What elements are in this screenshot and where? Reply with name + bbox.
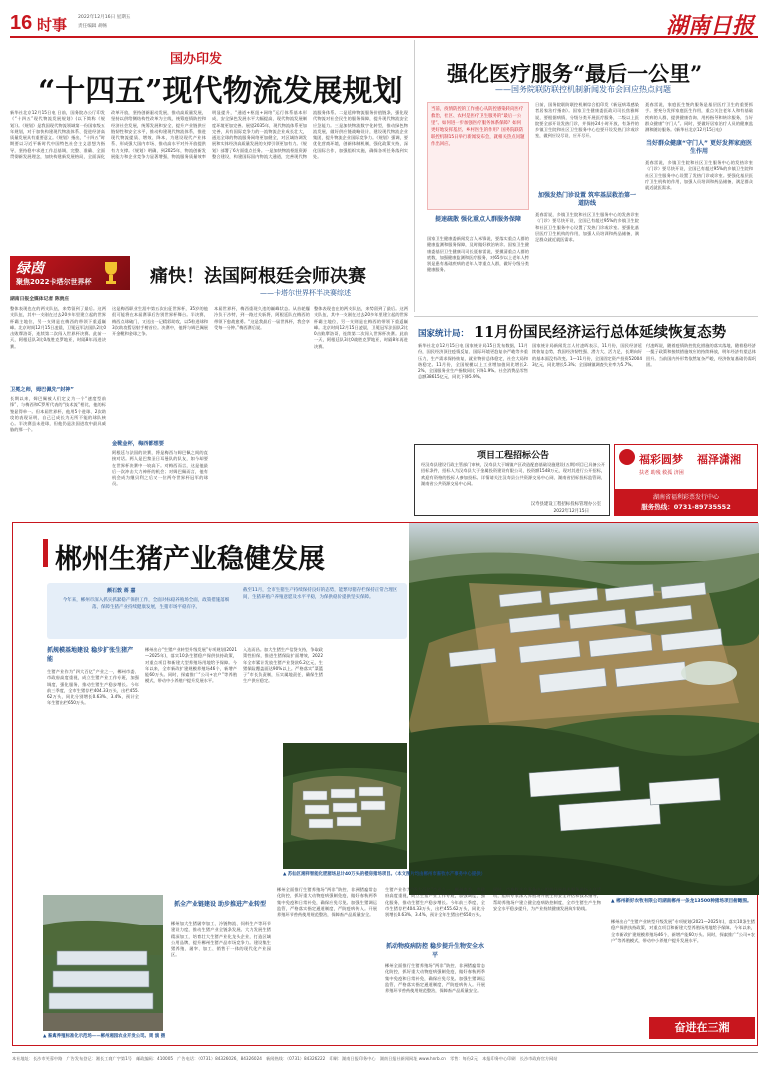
subhead-1: 卫冕之师，姆巴佩先“封神”	[10, 387, 74, 393]
notice-footer: 汉寿县建设工程招标投标管理办公室	[530, 502, 601, 507]
intro-text: 当前，疫情防控的工作重心从防控感染转向医疗救治，社区、农村是医疗卫生服务的“最后一公里”。如何进一步加强医疗服务体系保障？如何更好地发挥基层、乡村医生的作用？国务院联防联控机制15日举行新闻发布会，就相关热点问题作出回应。	[431, 107, 525, 147]
ad-org-band	[615, 489, 757, 515]
col-4: 郴州加大生猪屠宰加工、冷链物流、饲料生产等环节建设力度，推动生猪产业全链条发展。大力发展生猪精深加工，培育壮大生猪产业化龙头企业，打造区域公用品牌，提升郴州生猪产品市场竞争力。建设集生猪养殖、屠宰、加工、销售于一体的现代化产业园区。	[171, 921, 271, 958]
aerial-photo-mid	[283, 743, 407, 869]
ad-slogan-1: 福彩圆梦	[639, 453, 683, 466]
body-4: 聂春雷说，家庭医生签约服务是基层医疗卫生的重要抓手。要充分发挥家庭医生作用，重点关注老年人和有基础疾病的人群，提供健康咨询、用药指导和转诊服务，当好群众健康“守门人”。同时，要做好居家治疗人员的健康监测和随访服务。(新华社北京12月15日电)	[645, 102, 753, 133]
aerial-photo-main	[409, 523, 759, 895]
subhead-2: 加强发热门诊设置 筑牢基层救治第一道防线	[537, 192, 637, 207]
col-9: 郴州出台“生猪产业转型升级发展”专项规划(2021—2025年)，落实10条生猪稳产保供扶持政策，对重点项目和新建大型养殖场用地给予保障。今年以来，全市新改扩建规模养殖场46个，新增产能60万头。同时，探索推广“公司+农户”等养殖模式，带动中小养殖户提升发展水平。	[611, 919, 755, 943]
intro-right: 截至11月，全市生猪生产持续保持良好的态势，能繁母猪存栏保持正常合理区间，生猪养殖户养殖意愿及水平平稳，为保供稳价提供坚实保障。	[243, 588, 398, 600]
intro-band	[47, 583, 407, 639]
subhead-1: 抓规模基地建设 稳步扩张生猪产能	[47, 647, 134, 663]
ad-tag: 扶老 助残 救孤 济困	[639, 470, 684, 476]
headline-mark	[43, 539, 48, 567]
photo-demo-farm	[43, 895, 163, 1031]
section-name: 时事	[37, 16, 68, 34]
tender-notice	[414, 444, 610, 516]
body-1: 新华社北京12月15日电 国家统计局15日发布数据，11月份，国民经济顶住疫情反复、国际环境更趋复杂严峻等多重压力，生产需求保持恢复，就业物价总体稳定，社会大局和谐稳定。11月份，全国规模以上工业增加值同比增长2.2%，全国服务业生产指数同比下降1.9%。社会消费品零售总额38615亿元，同比下降5.9%。	[418, 343, 528, 380]
headline: 11月份国民经济运行总体延续恢复态势	[474, 324, 727, 341]
page-footer	[12, 1052, 758, 1066]
col-8: 同时，市畜牧水产事务中心组织开展技术服务进场入户活动，组织专家深入养殖场开展生物安全评估和技术指导，帮助养殖场户建立健全疫病防控制度，全市生猪生产生物安全水平稳步提升，为产业持续健康发展筑牢防线。	[493, 887, 601, 911]
col-2: 郴州出台“生猪产业转型升级发展”专项规划(2021—2025年)，落实10条生猪稳产保供扶持政策，对重点项目和新建大型养殖场用地给予保障。今年以来，全市新改扩建规模养殖场46个，新增产能60万头。同时，探索推广“公司+农户”等养殖模式，带动中小养殖户提升发展水平。	[145, 647, 237, 684]
intro-box	[427, 102, 529, 210]
body-4b: 聂春雷说，乡镇卫生院和社区卫生服务中心的发热诊室（门诊）要尽快开设，全国已有超过95%的乡镇卫生院和社区卫生服务中心设置了发热门诊或诊室。要强化基层医疗卫生机构的作用，加强人员培训和药品储备，满足群众就近就医需求。	[645, 160, 753, 191]
byline: 颜石敦 蒋 嘉	[107, 588, 136, 594]
body-5: 本届世界杯，梅西重现久违的巅峰状态。从首轮爆冷负于沙特，到一路过关斩将，阿根廷队在梅西的带领下愈战愈勇。“这是我最后一届世界杯，我会享受每一分钟。”梅西赛后说。	[214, 306, 310, 330]
footer-text: 本社地址：长沙市芙蓉中路 广告发布登记：湘长工商广字第1号 邮政编码：410005 广告电话：（0731）84326026，84326024 新闻热线：（0731）84326222 印刷：湖南日报印务中心 湖南日报社新闻网址 www.hnrb.cn 零售：每份2元 本报印务中心印刷 长沙市政府官方网站	[12, 1056, 558, 1061]
kicker: 国办印发	[170, 52, 223, 67]
page-number: 16	[10, 12, 33, 34]
lottery-logo-icon	[619, 449, 635, 465]
body-3: 付凌晖说，随着疫情防控优化措施的落实落地，随着稳经济一揽子政策和接续措施效应的持续释放，明年经济有望总体回升。当前国内外形势依然复杂严峻，经济恢复基础仍需巩固。	[646, 343, 756, 367]
ad-org: 湖南省福利彩票发行中心	[652, 494, 719, 501]
col-7: 郴州全面推行生猪养殖场“两非”防控、非洲猪瘟常态化防控，抓好重大动物疫病强制免疫，做好春秋两季集中免疫和日常补免，确保应免尽免。加强生猪调运监管，严格落实指定通道制度，严防疫病传入。开展养殖环节兽药使用规范整治，保障畜产品质量安全。	[385, 963, 485, 994]
subhead-3: 当好群众健康“守门人” 更好发挥家庭医生作用	[646, 140, 752, 155]
paper-logo: 湖南日报	[665, 13, 754, 39]
banner-tag: 绿茵	[16, 261, 44, 277]
subhead: ——卡塔尔世界杯半决赛综述	[260, 289, 351, 297]
subhead-1: 提速疏散 强化重点人群服务保障	[434, 216, 522, 223]
col-3: 入达而昌。加大生猪生产信贷支持，争取政策性担保，推进生猪保险扩面增效，2022年全市累计发放生猪产业贷款6.2亿元，生猪保险覆盖面达90%以上。严格落实“菜篮子”市长负责制，压实属地责任，确保生猪生产供应稳定。	[243, 647, 323, 684]
editor-line: 责任编辑 胡畅	[78, 24, 108, 29]
body-text: 新华社北京12月15日电 日前，国务院办公厅印发《“十四五”现代物流发展规划》(以下简称《规划》)。《规划》是我国现代物流领域第一份国家级五年规划，对于加快构建现代物流体系、促进经济高质量发展具有重要意义。《规划》指出，“十四五”时期要以习近平新时代中国特色社会主义思想为指导，坚持稳中求进工作总基调，完整、准确、全面贯彻新发展理念，加快构建新发展格局，全面深化改革开放，坚持创新驱动发展，推动高质量发展，坚持以供给侧结构性改革为主线，统筹疫情防控和经济社会发展，统筹发展和安全，提升产业链供应链韧性和安全水平，推动构建现代物流体系，推进现代物流提质、增效、降本，为建设现代产业体系、形成强大国内市场、推动高水平对外开放提供有力支撑。《规划》明确，到2025年，物流创新发展能力和企业竞争力显著增强，物流服务质量效率明显提升，“通道+枢纽+网络”运行体系基本形成，安全绿色发展水平大幅提高，现代物流发展制度环境更加完善。展望2035年，现代物流体系更加完善，具有国际竞争力的一流物流企业成长壮大，通达全球的物流服务网络更加健全，对区域协调发展和实体经济高质量发展的支撑引领更加有力。《规划》部署了6方面重点任务。一是加快物流枢纽资源整合建设，构建国际国内物流大通道，完善现代物流服务体系。二是延伸物流服务价值链条，强化现代物流对社会民生的服务保障，提升现代物流安全应急能力。三是加快物流数字化转型，推动绿色物流发展，做好供应链战略设计，建设现代物流企业集团，提升物流企业国际竞争力。《规划》强调，要优化营商环境，创新体制机制，强化政策支持，深化国际合作，加强组织实施，确保各项任务落到实处。	[10, 110, 408, 160]
trophy-icon	[102, 260, 120, 286]
article-worldcup	[10, 256, 408, 518]
headline: 强化医疗服务“最后一公里”	[447, 61, 703, 86]
body-2: 日前，国务院联防联控机制综合组印发《新冠病毒感染者居家治疗指南》。国家卫生健康委医政司司长焦雅辉说，要根据病情，分级分类开展医疗服务，二级以上医院要全部开设发热门诊，并保持24小时开放，有条件的乡镇卫生院和社区卫生服务中心也要开设发热门诊或诊室，做到应设尽设、应开尽开。	[535, 102, 639, 139]
subhead: ——国务院联防联控机制新闻发布会回应热点问题	[495, 85, 671, 94]
headline: “十四五”现代物流发展规划	[38, 74, 403, 109]
feature-chenzhou	[12, 522, 758, 1046]
notice-title: 项目工程招标公告	[476, 451, 549, 461]
caption-mid: ▲ 苏仙区湘祥智能化肥猪场总计40万头的楼房猪场项目。（本文图片均由郴州市畜牧水产事务中心提供）	[283, 872, 486, 877]
ad-phone: 服务热线：0731-89735552	[641, 503, 731, 511]
body-2: 国家统计局新闻发言人付凌晖表示，11月份，国民经济延续恢复态势，我国经济韧性强、潜力大、活力足，长期向好的基本面没有改变。1—11月份，全国固定资产投资520043亿元，同比增长5.3%；全国城镇调查失业率为5.7%。	[532, 343, 642, 367]
byline: 湖南日报全媒体记者 陈贵庄	[10, 297, 70, 302]
article-medical	[414, 40, 758, 312]
subhead-2: 抓全产业链建设 助步推进产业转型	[173, 901, 267, 908]
ad-slogan-2: 福泽潇湘	[697, 453, 741, 466]
subhead-2: 金靴金杯，梅西都想要	[112, 441, 164, 447]
article-economy	[414, 316, 758, 440]
col-6: 生猪产业作为“四大百亿”产业之一，郴州市委、市政府高度重视，成立生猪产业工作专班，加强调度，强化服务，推动生猪生产稳步增长。今年前三季度，全市生猪存栏404.33万头，出栏455.62万头，同比分别增长0.63%、3.4%，预计全年生猪出栏650万头。	[385, 887, 485, 918]
headline: 痛快！法国阿根廷会师决赛	[150, 266, 366, 287]
body-6: 整体表现也在的两支队伍，来势留到了最后。这两支队伍，其中一支刚在过去20多年里建立起的世界杯霸主地位，另一支则是在梅西的带领下重返巅峰。北京时间12月15日凌晨，卫冕冠军法国队2比0击败摩洛哥，连续第二次闯入世界杯决赛。此前一天，阿根廷队3比0战胜克罗地亚，时隔8年再进决赛。	[314, 306, 408, 349]
body-2: 长期以来，姆巴佩被人们定义为一个“速度型前锋”，与梅西和C罗所代表的“技术流”相比，他的标签显得单一。但本届世界杯，他用5个进球、2次助攻的表现证明，自己已成长为无所不能的球队核心。半决赛虽未进球，但他仍是法国进攻中最具威胁的那一个。	[10, 396, 106, 433]
label: 国家统计局：	[418, 329, 470, 339]
caption-left: ▲ 畜禽养殖标准化示范场——郴州湘园农业开发公司。周 演 摄	[43, 1034, 166, 1039]
notice-date: 2022年12月15日	[553, 509, 589, 514]
col-1: 生猪产业作为“四大百亿”产业之一，郴州市委、市政府高度重视，成立生猪产业工作专班，加强调度，强化服务，推动生猪生产稳步增长。今年前三季度，全市生猪存栏404.33万头，出栏455.62万头，同比分别增长0.63%、3.4%，预计全年生猪出栏650万头。	[47, 669, 139, 706]
body-3: 聂春雷说，乡镇卫生院和社区卫生服务中心的发热诊室（门诊）要尽快开设，全国已有超过95%的乡镇卫生院和社区卫生服务中心设置了发热门诊或诊室。要强化基层医疗卫生机构的作用，加强人员培训和药品储备，满足群众就近就医需求。	[535, 212, 639, 243]
notice-body: 经汉寿县建设行政主管部门审核，汉寿县大于城镇产区改造配套基础设施建设(五期)项目已具备公开招标条件，招标人为汉寿县大于金属投资建设有限公司，投资额1548万元，现对其进行公开招标，欢迎有资格的投标人参加投标。详情请关注汉寿县公共资源交易中心网、湖南省招标投标监管网、湖南省公共资源交易中心网。	[421, 462, 605, 486]
body-1: 整体表现也在的两支队伍，来势留到了最后。这两支队伍，其中一支刚在过去20多年里建立起的世界杯霸主地位，另一支则是在梅西的带领下重返巅峰。北京时间12月15日凌晨，卫冕冠军法国队2比0击败摩洛哥，连续第二次闯入世界杯决赛。此前一天，阿根廷队3比0战胜克罗地亚，时隔8年再进决赛。	[10, 306, 106, 349]
worldcup-banner	[10, 256, 130, 290]
intro-left: 今年来，郴州市深入抓实抓紧稳产保供工作，全面对标稳养殖场全面，政策措施落细落，保障生猪产业持续健康发展，生猪市场平稳有序。	[62, 598, 230, 610]
series-tag-text: 奋进在三湘	[674, 1021, 730, 1034]
banner-title: 聚焦2022卡塔尔世界杯	[16, 278, 92, 286]
headline: 郴州生猪产业稳健发展	[55, 544, 325, 575]
issue-date: 2022年12月16日 星期五	[78, 15, 131, 20]
body-3: 这是梅西职业生涯中第五次出征世界杯，35岁的他很可能将在本届赛事后告别世界杯舞台。半决赛，梅西点球破门，又送出一记精彩助攻，以5粒进球和3次助攻暂居射手榜首位。决赛中，他将与姆巴佩展开金靴和金球之争。	[112, 306, 208, 337]
article-logistics	[10, 40, 408, 252]
lottery-ad	[614, 444, 758, 516]
subhead-3: 抓动物疫病防控 稳步提升生物安全水平	[385, 943, 485, 959]
masthead	[10, 8, 758, 38]
series-tag	[649, 1017, 755, 1039]
body-1: 国家卫生健康委新闻发言人米锋说，要落实重点人群的健康监测和服务保障，及时做好救治转诊。国家卫生健康委基层卫生健康司司长聂春雷说，要摸清重点人群的底数，加强健康监测和医疗服务，对65岁以上老年人特别是患有基础疾病的老年人等重点人群，做好分级分类健康服务。	[427, 236, 529, 273]
col-5: 郴州全面推行生猪养殖场“两非”防控、非洲猪瘟常态化防控，抓好重大动物疫病强制免疫，做好春秋两季集中免疫和日常补免，确保应免尽免。加强生猪调运监管，严格落实指定通道制度，严防疫病传入。开展养殖环节兽药使用规范整治，保障畜产品质量安全。	[277, 887, 377, 918]
caption-main: ▲ 郴州新好农牧有限公司湖南郴州一条龙13500种猪场项目俯瞰图。	[611, 899, 752, 904]
body-4: 阿根廷与法国的决赛，将是梅西与姆巴佩之间的直接对话。两人是巴黎圣日耳曼队的队友，如今却要在世界杯决赛中一较高下。对梅西而言，这是他最后一次冲击大力神杯的机会；对姆巴佩而言，他有机会成为继贝利之后又一位两夺世界杯冠军的球员。	[112, 450, 208, 487]
